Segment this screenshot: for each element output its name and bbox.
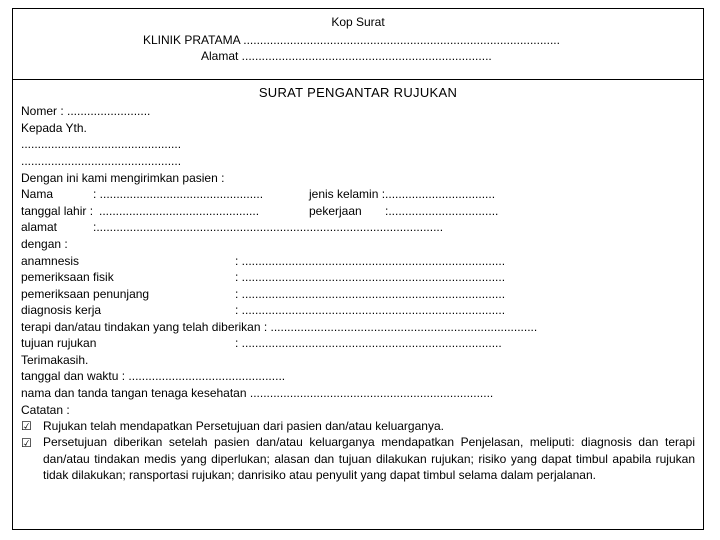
tujuan-rujukan-label: tujuan rujukan: [21, 336, 97, 350]
anamnesis-label: anamnesis: [21, 254, 80, 268]
nama-value: : .................................................: [93, 187, 264, 201]
nomor-field: Nomer : .........................: [21, 104, 151, 118]
terimakasih-text: Terimakasih.: [21, 353, 89, 367]
tanggal-waktu-field: tanggal dan waktu : ...............................................: [21, 369, 286, 383]
diagnosis-kerja-value: : ...............................................................................: [235, 303, 506, 317]
recipient-line-2: ................................................: [21, 154, 182, 168]
note-penjelasan: Persetujuan diberikan setelah pasien dan/atau keluarganya mendapatkan Penjelasan, meliputi: diagnosis dan terapi dan/atau tindakan medis yang diperlukan; alasan dan tujuan dilakukan rujukan; risiko yang dapat timbul apabila rujukan tidak dilakukan; ransportasi rujukan; danrisiko atau penyulit yang dapat timbul selama dalam perjalanan.: [43, 435, 695, 482]
kop-surat-label: Kop Surat: [331, 15, 385, 29]
pekerjaan-value: :.................................: [385, 204, 499, 218]
pekerjaan-label: pekerjaan: [309, 204, 362, 218]
tujuan-rujukan-value: : ..............................................................................: [235, 336, 502, 350]
note-persetujuan: Rujukan telah mendapatkan Persetujuan dari pasien dan/atau keluarganya.: [43, 419, 444, 433]
tanggal-lahir-value: ................................................: [99, 204, 260, 218]
tanggal-lahir-label: tanggal lahir :: [21, 204, 94, 218]
dengan-label: dengan :: [21, 237, 68, 251]
catatan-heading: Catatan :: [21, 403, 70, 417]
klinik-address-line: Alamat ...........................................................................: [201, 49, 492, 63]
checkbox-checked-icon: ☑: [21, 436, 32, 450]
nama-label: Nama: [21, 187, 54, 201]
recipient-line-1: ................................................: [21, 137, 182, 151]
diagnosis-kerja-label: diagnosis kerja: [21, 303, 102, 317]
letter-frame: [12, 8, 704, 530]
alamat-label: alamat: [21, 220, 58, 234]
pemeriksaan-fisik-label: pemeriksaan fisik: [21, 270, 114, 284]
anamnesis-value: : ...............................................................................: [235, 254, 506, 268]
jenis-kelamin-field: jenis kelamin :.................................: [309, 187, 496, 201]
document-title: SURAT PENGANTAR RUJUKAN: [258, 85, 458, 100]
intro-text: Dengan ini kami mengirimkan pasien :: [21, 171, 225, 185]
pemeriksaan-penunjang-value: : ...............................................................................: [235, 287, 506, 301]
tanda-tangan-field: nama dan tanda tangan tenaga kesehatan .........................................................................: [21, 386, 494, 400]
checkbox-checked-icon: ☑: [21, 419, 32, 433]
kepada-label: Kepada Yth.: [21, 121, 87, 135]
header-separator: [13, 79, 703, 80]
terapi-field: terapi dan/atau tindakan yang telah diberikan : ................................................................................: [21, 320, 538, 334]
alamat-value: :........................................................................................................: [93, 220, 444, 234]
pemeriksaan-fisik-value: : ...............................................................................: [235, 270, 506, 284]
klinik-name-line: KLINIK PRATAMA ...............................................................................................: [143, 33, 560, 47]
pemeriksaan-penunjang-label: pemeriksaan penunjang: [21, 287, 150, 301]
